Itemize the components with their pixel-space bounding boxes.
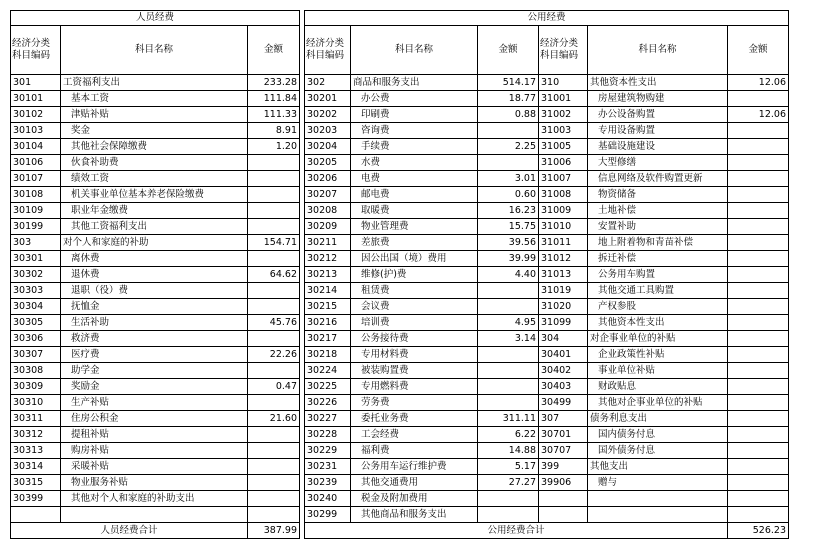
amount-cell: 233.28	[248, 75, 300, 91]
amount-cell: 311.11	[478, 411, 539, 427]
name-cell: 助学金	[61, 363, 248, 379]
table-row	[11, 507, 789, 523]
amount-cell: 12.06	[728, 107, 789, 123]
code-cell: 31011	[539, 235, 588, 251]
code-cell: 30225	[305, 379, 351, 395]
name-cell: 其他支出	[588, 459, 728, 475]
name-cell: 专用材料费	[351, 347, 478, 363]
amount-cell	[478, 379, 539, 395]
name-cell: 其他社会保障缴费	[61, 139, 248, 155]
amount-cell	[248, 395, 300, 411]
amount-cell	[248, 427, 300, 443]
code-cell: 30301	[11, 251, 61, 267]
name-cell: 津贴补贴	[61, 107, 248, 123]
code-cell: 30309	[11, 379, 61, 395]
code-cell: 30227	[305, 411, 351, 427]
code-cell: 30402	[539, 363, 588, 379]
amount-cell	[478, 507, 539, 523]
code-cell: 31002	[539, 107, 588, 123]
table-row	[11, 379, 789, 395]
amount-cell: 111.33	[248, 107, 300, 123]
name-cell: 电费	[351, 171, 478, 187]
amount-cell	[728, 139, 789, 155]
amount-header: 金额	[478, 26, 539, 75]
amount-cell	[728, 235, 789, 251]
name-cell: 基础设施建设	[588, 139, 728, 155]
name-cell: 物业服务补贴	[61, 475, 248, 491]
name-cell: 其他商品和服务支出	[351, 507, 478, 523]
name-cell: 绩效工资	[61, 171, 248, 187]
name-cell: 伙食补助费	[61, 155, 248, 171]
code-cell: 30226	[305, 395, 351, 411]
table-row	[11, 315, 789, 331]
amount-cell	[728, 123, 789, 139]
code-cell: 30109	[11, 203, 61, 219]
name-cell: 信息网络及软件购置更新	[588, 171, 728, 187]
amount-cell: 12.06	[728, 75, 789, 91]
name-cell: 生产补贴	[61, 395, 248, 411]
name-cell: 其他资本性支出	[588, 75, 728, 91]
amount-cell	[478, 123, 539, 139]
code-cell: 30108	[11, 187, 61, 203]
code-cell: 30107	[11, 171, 61, 187]
name-cell: 办公设备购置	[588, 107, 728, 123]
amount-cell	[248, 251, 300, 267]
code-header: 经济分类科目编码	[305, 26, 351, 75]
code-cell: 30228	[305, 427, 351, 443]
table-row	[11, 267, 789, 283]
code-cell: 30205	[305, 155, 351, 171]
name-cell: 水费	[351, 155, 478, 171]
name-cell: 住房公积金	[61, 411, 248, 427]
code-cell: 30218	[305, 347, 351, 363]
table-row	[11, 171, 789, 187]
name-cell: 采暖补贴	[61, 459, 248, 475]
name-cell: 维修(护)费	[351, 267, 478, 283]
amount-cell	[248, 219, 300, 235]
code-cell: 30199	[11, 219, 61, 235]
amount-cell	[728, 427, 789, 443]
amount-cell	[728, 395, 789, 411]
code-cell: 30202	[305, 107, 351, 123]
amount-cell	[248, 155, 300, 171]
code-cell: 30302	[11, 267, 61, 283]
amount-cell	[248, 299, 300, 315]
name-cell: 购房补贴	[61, 443, 248, 459]
code-cell: 30217	[305, 331, 351, 347]
name-cell	[588, 491, 728, 507]
name-cell: 公务用车运行维护费	[351, 459, 478, 475]
code-cell: 30401	[539, 347, 588, 363]
amount-cell	[248, 171, 300, 187]
name-cell: 福利费	[351, 443, 478, 459]
amount-cell: 14.88	[478, 443, 539, 459]
table-row	[11, 235, 789, 251]
code-cell: 30310	[11, 395, 61, 411]
code-cell: 30304	[11, 299, 61, 315]
table-row	[11, 283, 789, 299]
code-cell: 31006	[539, 155, 588, 171]
name-cell: 财政贴息	[588, 379, 728, 395]
name-cell: 国外债务付息	[588, 443, 728, 459]
name-cell: 其他交通费用	[351, 475, 478, 491]
amount-cell	[728, 187, 789, 203]
amount-cell	[478, 155, 539, 171]
code-cell: 30311	[11, 411, 61, 427]
amount-cell	[728, 475, 789, 491]
public-section-title: 公用经费	[305, 11, 789, 26]
code-cell: 31001	[539, 91, 588, 107]
code-cell: 30224	[305, 363, 351, 379]
table-row	[11, 427, 789, 443]
name-cell: 对企事业单位的补贴	[588, 331, 728, 347]
amount-header: 金额	[248, 26, 300, 75]
code-cell: 30403	[539, 379, 588, 395]
table-row	[11, 91, 789, 107]
name-cell: 土地补偿	[588, 203, 728, 219]
table-row	[11, 331, 789, 347]
name-cell: 退休费	[61, 267, 248, 283]
name-cell: 办公费	[351, 91, 478, 107]
name-cell: 其他交通工具购置	[588, 283, 728, 299]
code-cell: 30213	[305, 267, 351, 283]
name-cell: 债务利息支出	[588, 411, 728, 427]
name-cell: 专用燃料费	[351, 379, 478, 395]
code-cell: 30214	[305, 283, 351, 299]
code-cell: 30240	[305, 491, 351, 507]
amount-cell: 0.47	[248, 379, 300, 395]
table-row	[11, 475, 789, 491]
name-cell: 其他对个人和家庭的补助支出	[61, 491, 248, 507]
code-cell: 30209	[305, 219, 351, 235]
amount-cell	[728, 283, 789, 299]
amount-cell	[478, 395, 539, 411]
amount-cell: 27.27	[478, 475, 539, 491]
table-row	[11, 251, 789, 267]
code-cell: 31008	[539, 187, 588, 203]
code-cell: 302	[305, 75, 351, 91]
table-row	[11, 219, 789, 235]
name-cell: 医疗费	[61, 347, 248, 363]
amount-cell: 3.14	[478, 331, 539, 347]
amount-cell	[728, 411, 789, 427]
code-cell	[539, 507, 588, 523]
amount-cell	[728, 91, 789, 107]
code-cell: 30499	[539, 395, 588, 411]
name-cell: 商品和服务支出	[351, 75, 478, 91]
code-cell: 30103	[11, 123, 61, 139]
name-cell: 房屋建筑物购建	[588, 91, 728, 107]
amount-cell	[248, 459, 300, 475]
name-cell: 事业单位补贴	[588, 363, 728, 379]
table-row	[11, 299, 789, 315]
amount-cell: 514.17	[478, 75, 539, 91]
name-cell: 企业政策性补贴	[588, 347, 728, 363]
amount-cell	[478, 299, 539, 315]
name-cell: 手续费	[351, 139, 478, 155]
name-cell: 物业管理费	[351, 219, 478, 235]
code-cell: 301	[11, 75, 61, 91]
amount-cell: 2.25	[478, 139, 539, 155]
amount-cell: 0.60	[478, 187, 539, 203]
amount-cell: 4.95	[478, 315, 539, 331]
table-row	[11, 75, 789, 91]
code-cell: 30104	[11, 139, 61, 155]
code-cell: 30201	[305, 91, 351, 107]
code-cell: 30314	[11, 459, 61, 475]
code-cell	[539, 491, 588, 507]
name-cell: 劳务费	[351, 395, 478, 411]
code-cell: 30707	[539, 443, 588, 459]
amount-cell	[728, 219, 789, 235]
code-cell: 31005	[539, 139, 588, 155]
code-cell: 31010	[539, 219, 588, 235]
name-cell: 被装购置费	[351, 363, 478, 379]
amount-cell	[248, 443, 300, 459]
name-cell: 工资福利支出	[61, 75, 248, 91]
code-cell: 30206	[305, 171, 351, 187]
amount-cell: 45.76	[248, 315, 300, 331]
amount-cell: 16.23	[478, 203, 539, 219]
amount-cell	[728, 171, 789, 187]
name-cell: 咨询费	[351, 123, 478, 139]
name-cell: 赠与	[588, 475, 728, 491]
name-cell: 公务用车购置	[588, 267, 728, 283]
code-cell: 30303	[11, 283, 61, 299]
amount-cell: 0.88	[478, 107, 539, 123]
code-cell: 30204	[305, 139, 351, 155]
name-cell: 培训费	[351, 315, 478, 331]
amount-cell: 21.60	[248, 411, 300, 427]
code-cell: 30102	[11, 107, 61, 123]
code-header: 经济分类科目编码	[11, 26, 61, 75]
public-total-amount: 526.23	[728, 523, 789, 539]
amount-cell	[728, 347, 789, 363]
amount-cell: 4.40	[478, 267, 539, 283]
amount-cell: 5.17	[478, 459, 539, 475]
amount-cell	[248, 187, 300, 203]
code-cell: 30106	[11, 155, 61, 171]
table-row	[11, 123, 789, 139]
code-cell: 30313	[11, 443, 61, 459]
amount-cell: 39.56	[478, 235, 539, 251]
code-cell: 30306	[11, 331, 61, 347]
amount-cell	[728, 299, 789, 315]
code-cell: 31007	[539, 171, 588, 187]
amount-cell: 39.99	[478, 251, 539, 267]
name-cell: 取暖费	[351, 203, 478, 219]
name-cell: 退职（役）费	[61, 283, 248, 299]
code-cell: 31099	[539, 315, 588, 331]
amount-cell	[728, 491, 789, 507]
name-cell: 离休费	[61, 251, 248, 267]
code-cell: 31020	[539, 299, 588, 315]
name-header: 科目名称	[588, 26, 728, 75]
code-cell: 31003	[539, 123, 588, 139]
personnel-total-label: 人员经费合计	[11, 523, 248, 539]
code-cell: 30305	[11, 315, 61, 331]
name-cell: 安置补助	[588, 219, 728, 235]
table-row	[11, 443, 789, 459]
amount-cell	[248, 331, 300, 347]
name-cell: 公务接待费	[351, 331, 478, 347]
table-row	[11, 491, 789, 507]
name-cell: 对个人和家庭的补助	[61, 235, 248, 251]
personnel-section-title: 人员经费	[11, 11, 300, 26]
code-cell: 31013	[539, 267, 588, 283]
code-cell: 31019	[539, 283, 588, 299]
name-cell: 专用设备购置	[588, 123, 728, 139]
amount-cell: 22.26	[248, 347, 300, 363]
name-cell: 其他工资福利支出	[61, 219, 248, 235]
name-cell: 物资储备	[588, 187, 728, 203]
name-cell: 地上附着物和青苗补偿	[588, 235, 728, 251]
name-cell: 税金及附加费用	[351, 491, 478, 507]
name-cell: 邮电费	[351, 187, 478, 203]
table-row	[11, 411, 789, 427]
code-cell: 30229	[305, 443, 351, 459]
code-cell: 30315	[11, 475, 61, 491]
name-cell: 抚恤金	[61, 299, 248, 315]
name-cell: 提租补贴	[61, 427, 248, 443]
amount-cell	[478, 347, 539, 363]
name-cell: 基本工资	[61, 91, 248, 107]
amount-cell	[728, 331, 789, 347]
code-cell: 30307	[11, 347, 61, 363]
amount-cell	[248, 203, 300, 219]
public-total-label: 公用经费合计	[305, 523, 728, 539]
name-cell	[61, 507, 248, 523]
amount-cell: 18.77	[478, 91, 539, 107]
code-cell: 30701	[539, 427, 588, 443]
table-row	[11, 203, 789, 219]
amount-cell	[248, 475, 300, 491]
code-cell: 304	[539, 331, 588, 347]
amount-cell	[728, 379, 789, 395]
code-cell: 31009	[539, 203, 588, 219]
amount-cell: 154.71	[248, 235, 300, 251]
code-cell: 307	[539, 411, 588, 427]
name-cell: 机关事业单位基本养老保险缴费	[61, 187, 248, 203]
name-header: 科目名称	[61, 26, 248, 75]
table-row	[11, 187, 789, 203]
name-cell: 职业年金缴费	[61, 203, 248, 219]
code-cell: 30399	[11, 491, 61, 507]
table-body	[11, 75, 789, 523]
name-cell: 其他资本性支出	[588, 315, 728, 331]
expense-table	[10, 10, 789, 539]
table-row	[11, 107, 789, 123]
amount-cell	[728, 507, 789, 523]
name-cell: 印刷费	[351, 107, 478, 123]
name-cell: 工会经费	[351, 427, 478, 443]
amount-cell: 111.84	[248, 91, 300, 107]
personnel-total-amount: 387.99	[248, 523, 300, 539]
code-cell: 30308	[11, 363, 61, 379]
amount-cell	[728, 267, 789, 283]
amount-cell	[478, 283, 539, 299]
name-cell: 因公出国（境）费用	[351, 251, 478, 267]
amount-header: 金额	[728, 26, 789, 75]
table-row	[11, 347, 789, 363]
amount-cell	[478, 491, 539, 507]
amount-cell: 15.75	[478, 219, 539, 235]
table-row	[11, 459, 789, 475]
amount-cell: 1.20	[248, 139, 300, 155]
amount-cell: 3.01	[478, 171, 539, 187]
code-cell: 30101	[11, 91, 61, 107]
code-cell: 30207	[305, 187, 351, 203]
name-header: 科目名称	[351, 26, 478, 75]
code-cell: 30212	[305, 251, 351, 267]
name-cell: 奖金	[61, 123, 248, 139]
amount-cell	[248, 507, 300, 523]
code-cell: 30299	[305, 507, 351, 523]
name-cell: 奖励金	[61, 379, 248, 395]
name-cell: 拆迁补偿	[588, 251, 728, 267]
name-cell: 委托业务费	[351, 411, 478, 427]
name-cell	[588, 507, 728, 523]
name-cell: 产权参股	[588, 299, 728, 315]
amount-cell	[248, 363, 300, 379]
amount-cell: 64.62	[248, 267, 300, 283]
name-cell: 国内债务付息	[588, 427, 728, 443]
code-cell: 303	[11, 235, 61, 251]
code-cell: 39906	[539, 475, 588, 491]
code-cell: 30239	[305, 475, 351, 491]
amount-cell: 6.22	[478, 427, 539, 443]
amount-cell	[728, 203, 789, 219]
amount-cell	[728, 363, 789, 379]
amount-cell	[478, 363, 539, 379]
code-cell: 31012	[539, 251, 588, 267]
name-cell: 差旅费	[351, 235, 478, 251]
table-row	[11, 139, 789, 155]
amount-cell: 8.91	[248, 123, 300, 139]
code-cell: 30231	[305, 459, 351, 475]
name-cell: 生活补助	[61, 315, 248, 331]
code-cell: 310	[539, 75, 588, 91]
amount-cell	[728, 459, 789, 475]
code-cell: 30203	[305, 123, 351, 139]
table-row	[11, 155, 789, 171]
name-cell: 会议费	[351, 299, 478, 315]
code-cell: 30215	[305, 299, 351, 315]
code-cell: 399	[539, 459, 588, 475]
amount-cell	[728, 315, 789, 331]
amount-cell	[248, 283, 300, 299]
table-row	[11, 395, 789, 411]
name-cell: 其他对企事业单位的补贴	[588, 395, 728, 411]
name-cell: 大型修缮	[588, 155, 728, 171]
amount-cell	[248, 491, 300, 507]
code-cell: 30312	[11, 427, 61, 443]
code-cell: 30208	[305, 203, 351, 219]
code-cell	[11, 507, 61, 523]
code-cell: 30216	[305, 315, 351, 331]
amount-cell	[728, 155, 789, 171]
code-header: 经济分类科目编码	[539, 26, 588, 75]
amount-cell	[728, 443, 789, 459]
code-cell: 30211	[305, 235, 351, 251]
name-cell: 救济费	[61, 331, 248, 347]
amount-cell	[728, 251, 789, 267]
name-cell: 租赁费	[351, 283, 478, 299]
table-row	[11, 363, 789, 379]
